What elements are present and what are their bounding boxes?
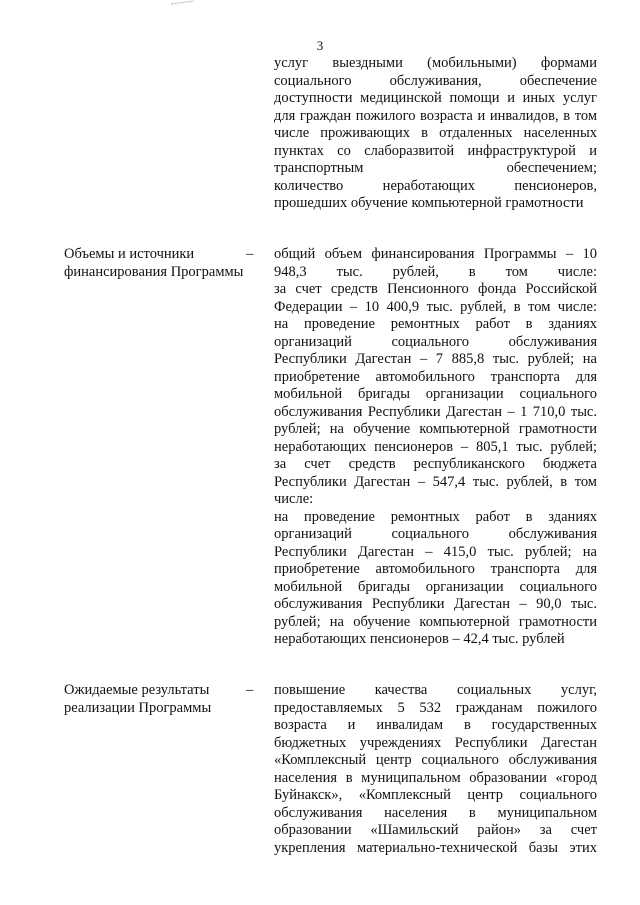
- label-dash: –: [246, 682, 254, 698]
- page-number: 3: [316, 38, 324, 53]
- paragraph: на проведение ремонтных работ в зданиях организаций социального обслуживания Республики Дагестан – 7 885,8 тыс. рублей; на приобретение автомобильного транспорта для мобильной бригады организации социального обслуживания Республики Дагестан – 1 710,0 тыс. рублей; на обучение компьютерной грамотности неработающих пенсионеров – 805,1 тыс. рублей;: [274, 316, 597, 455]
- paragraph: за счет средств Пенсионного фонда Российской Федерации – 10 400,9 тыс. рублей, в том числе:: [274, 281, 597, 315]
- paragraph: количество неработающих пенсионеров, прошедших обучение компьютерной грамотности: [274, 177, 597, 211]
- paragraph: на проведение ремонтных работ в зданиях организаций социального обслуживания Республики Дагестан – 415,0 тыс. рублей; на приобретение автомобильного транспорта для мобильной бригады организации социального обслуживания Республики Дагестан – 90,0 тыс. рублей; на обучение компьютерной грамотности неработающих пенсионеров – 42,4 тыс. рублей: [274, 508, 597, 647]
- section-label: Объемы и источники финансирования Программы: [64, 246, 244, 280]
- scan-artifact: [172, 1, 195, 11]
- paragraph: за счет средств республиканского бюджета Республики Дагестан – 547,4 тыс. рублей, в том числе:: [274, 456, 597, 507]
- paragraph: услуг выездными (мобильными) формами социального обслуживания, обеспечение доступности медицинской помощи и иных услуг для граждан пожилого возраста и инвалидов, в том числе проживающих в отдаленных населенных пунктах со слаборазвитой инфраструктурой и транспортным обеспечением;: [274, 55, 597, 176]
- section-content: [274, 246, 597, 649]
- paragraph: общий объем финансирования Программы – 10 948,3 тыс. рублей, в том числе:: [274, 246, 597, 280]
- section-content: [274, 682, 597, 857]
- paragraph: повышение качества социальных услуг, предоставляемых 5 532 гражданам пожилого возраста и инвалидам в государственных бюджетных учреждениях Республики Дагестан «Комплексный центр социального обслуживания населения в муниципальном образовании «город Буйнакск», «Комплексный центр социального обслуживания населения в муниципальном образовании «Шамильский район» за счет укрепления материально-технической базы этих: [274, 682, 597, 856]
- label-dash: –: [246, 246, 254, 262]
- section-label: Ожидаемые результаты реализации Программы: [64, 682, 212, 716]
- section-content: [274, 55, 597, 213]
